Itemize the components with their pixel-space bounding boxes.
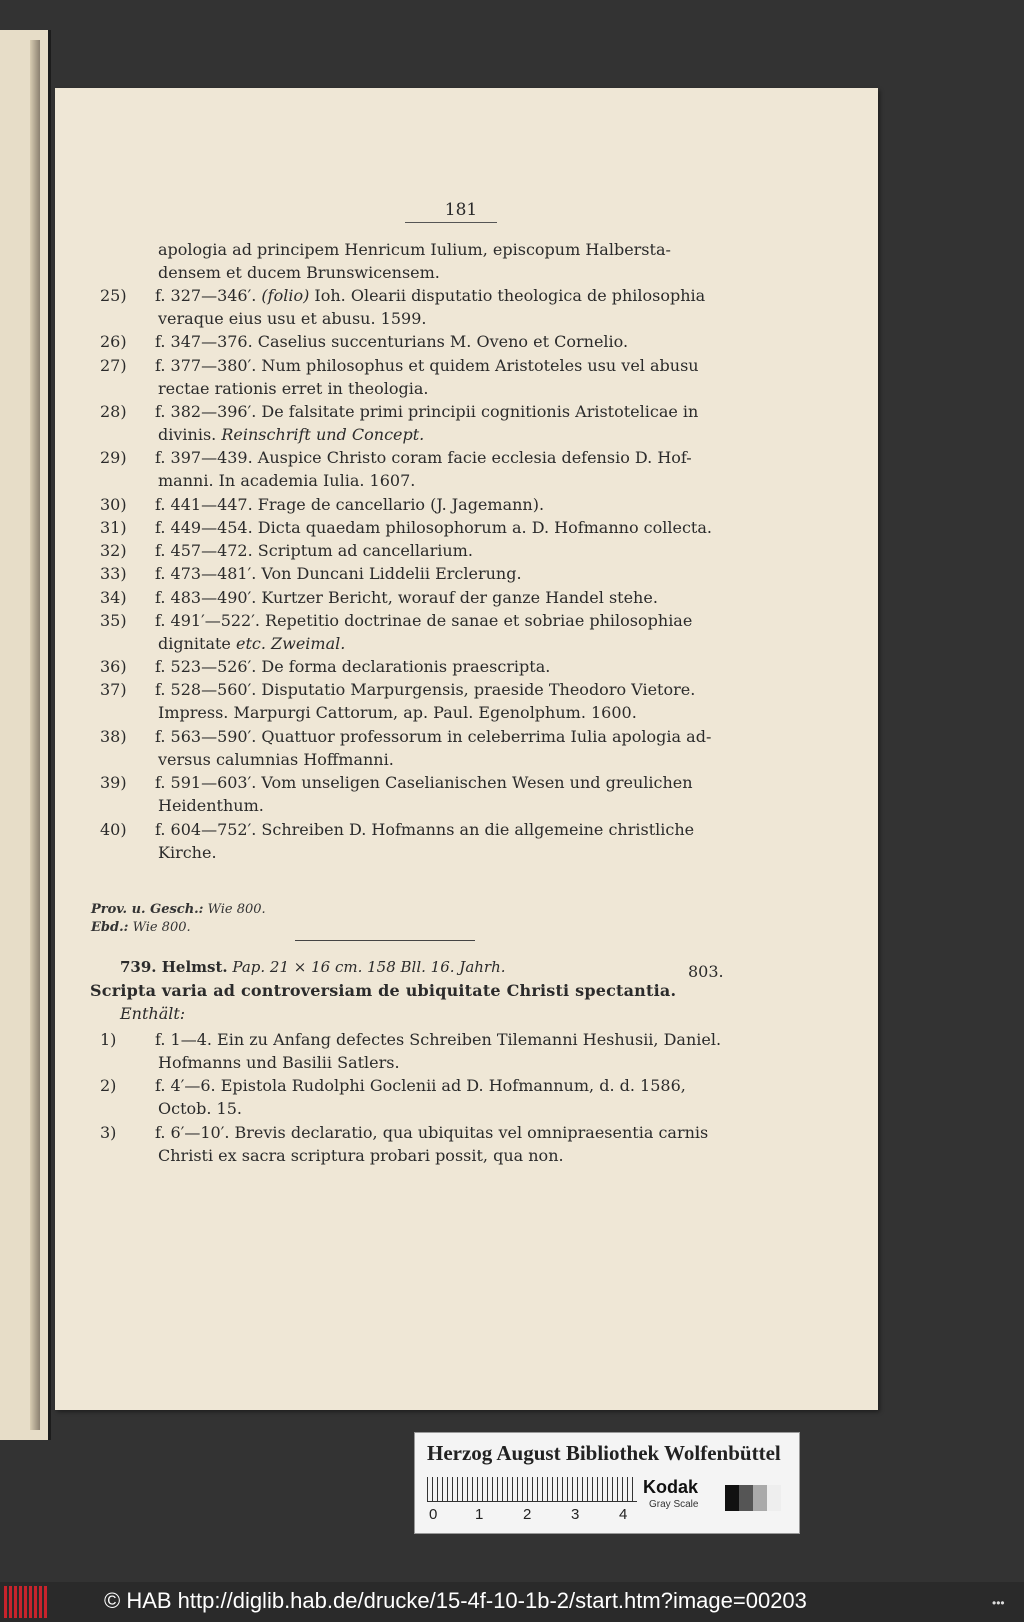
- catalog-continuation-text: rectae rationis erret in theologia.: [158, 378, 429, 398]
- contents-entry: [100, 1074, 750, 1120]
- gray-scale-label: Gray Scale: [649, 1499, 699, 1510]
- catalog-number: 25): [100, 286, 127, 305]
- contents-text: f. 6′—10′. Brevis declaratio, qua ubiquitas vel omnipraesentia carnis: [155, 1122, 709, 1142]
- catalog-text: f. 483—490′. Kurtzer Bericht, worauf der ganze Handel stehe.: [155, 587, 658, 607]
- contents-text: f. 1—4. Ein zu Anfang defectes Schreiben Tilemanni Heshusii, Daniel.: [155, 1030, 722, 1049]
- section-divider: [295, 940, 475, 941]
- catalog-line: [100, 539, 750, 562]
- contents-line: [100, 1074, 750, 1097]
- contents-continuation: [100, 1144, 750, 1167]
- ruler-number: 0: [429, 1506, 438, 1523]
- shelfmark: 803.: [688, 962, 724, 981]
- swatch: [739, 1485, 753, 1511]
- catalog-continuation: [100, 748, 750, 771]
- book-gutter: [30, 40, 40, 1430]
- catalog-text: f. 523—526′. De forma declarationis praescripta.: [155, 657, 551, 677]
- catalog-continuation: [100, 377, 750, 400]
- provenance-line: [91, 902, 266, 917]
- catalog-text: f. 457—472. Scriptum ad cancellarium.: [155, 541, 473, 561]
- left-page-edge: [0, 30, 51, 1440]
- catalog-number: 39): [100, 773, 127, 793]
- contents-number: 1): [100, 1030, 117, 1049]
- catalog-text: f. 382—396′. De falsitate primi principii cognitionis Aristotelicae in: [155, 402, 699, 421]
- ruler-number: 2: [523, 1506, 532, 1523]
- catalog-line: [100, 354, 750, 377]
- catalog-number: 40): [100, 819, 127, 839]
- footer-url[interactable]: © HAB http://diglib.hab.de/drucke/15-4f-10-1b-2/start.htm?image=00203: [104, 1588, 807, 1613]
- more-icon[interactable]: •••: [992, 1596, 1005, 1610]
- catalog-text: f. 347—376. Caselius succenturians M. Oveno et Cornelio.: [155, 332, 629, 352]
- catalog-text: f. 441—447. Frage de cancellario (J. Jagemann).: [155, 494, 545, 514]
- catalog-entry: [100, 725, 750, 771]
- contents-continuation-text: Christi ex sacra scriptura probari possit, qua non.: [158, 1145, 564, 1165]
- catalog-line: [100, 771, 750, 794]
- catalog-number: 26): [100, 332, 127, 352]
- catalog-entry: [100, 678, 750, 724]
- catalog-text: f. 591—603′. Vom unseligen Caselianischen Wesen und greulichen: [155, 773, 693, 793]
- provenance-value: Wie 800.: [207, 902, 266, 917]
- contents-label: Enthält:: [120, 1004, 186, 1023]
- catalog-text: f. 473—481′. Von Duncani Liddelii Erclerung.: [155, 564, 522, 584]
- catalog-number: 30): [100, 494, 127, 514]
- binding-value: Wie 800.: [132, 920, 191, 935]
- provenance-label: Prov. u. Gesch.:: [91, 902, 204, 917]
- library-name: Herzog August Bibliothek Wolfenbüttel: [427, 1441, 781, 1465]
- catalog-continuation-note: etc. Zweimal.: [235, 633, 346, 653]
- contents-continuation: [100, 1097, 750, 1120]
- contents-line: [100, 1028, 750, 1051]
- catalog-continuation: [100, 632, 750, 655]
- catalog-entry: [100, 562, 750, 585]
- catalog-number: 38): [100, 726, 127, 746]
- contents-entry: [100, 1028, 750, 1074]
- catalog-continuation: [100, 794, 750, 817]
- gray-swatches: [725, 1485, 781, 1511]
- catalog-entry: [100, 400, 750, 446]
- library-color-card: [414, 1432, 800, 1534]
- catalog-line: [100, 516, 750, 539]
- catalog-number: 32): [100, 541, 127, 561]
- catalog-entry: [100, 493, 750, 516]
- catalog-number: 28): [100, 402, 127, 421]
- catalog-entry: [100, 655, 750, 678]
- catalog-number: 27): [100, 355, 127, 375]
- catalog-entry: [100, 330, 750, 353]
- catalog-number: 29): [100, 448, 127, 468]
- catalog-line: [100, 586, 750, 609]
- manuscript-description: Pap. 21 × 16 cm. 158 Bll. 16. Jahrh.: [232, 958, 506, 976]
- catalog-entry: [100, 516, 750, 539]
- catalog-entry: [100, 446, 750, 492]
- catalog-continuation-text: Impress. Marpurgi Cattorum, ap. Paul. Egenolphum. 1600.: [158, 703, 637, 723]
- catalog-text: f. 327—346′.: [155, 286, 257, 305]
- catalog-entry: [100, 771, 750, 817]
- catalog-continuation-text: manni. In academia Iulia. 1607.: [158, 471, 416, 491]
- catalog-entry: [100, 818, 750, 864]
- contents-text: f. 4′—6. Epistola Rudolphi Goclenii ad D. Hofmannum, d. d. 1586,: [155, 1076, 686, 1096]
- scale-ruler: [427, 1477, 637, 1502]
- footer-bar: [0, 1582, 1024, 1622]
- catalog-text: f. 449—454. Dicta quaedam philosophorum a. D. Hofmanno collecta.: [155, 518, 712, 537]
- contents-continuation: [100, 1051, 750, 1074]
- ruler-number: 3: [571, 1506, 580, 1523]
- contents-line: [100, 1121, 750, 1144]
- catalog-line: [100, 818, 750, 841]
- contents-continuation-text: Octob. 15.: [158, 1099, 242, 1119]
- catalog-text-rest: Ioh. Olearii disputatio theologica de philosophia: [314, 286, 706, 305]
- swatch: [767, 1485, 781, 1511]
- catalog-entry: [100, 586, 750, 609]
- intro-line: apologia ad principem Henricum Iulium, episcopum Halbersta-: [158, 240, 671, 259]
- catalog-line: [100, 678, 750, 701]
- swatch: [725, 1485, 739, 1511]
- catalog-text: f. 491′—522′. Repetitio doctrinae de sanae et sobriae philosophiae: [155, 610, 693, 630]
- catalog-entry: [100, 284, 750, 330]
- catalog-line: [100, 400, 750, 423]
- catalog-continuation: [100, 307, 750, 330]
- binding-line: [91, 920, 191, 935]
- binding-label: Ebd.:: [91, 920, 129, 935]
- catalog-number: 35): [100, 610, 127, 630]
- page-number-rule: [405, 222, 497, 223]
- catalog-continuation: [100, 701, 750, 724]
- catalog-continuation-text: versus calumnias Hoffmanni.: [158, 749, 394, 769]
- catalog-number: 31): [100, 518, 127, 537]
- catalog-line: [100, 330, 750, 353]
- intro-line: densem et ducem Brunswicensem.: [158, 263, 440, 282]
- contents-continuation-text: Hofmanns und Basilii Satlers.: [158, 1053, 400, 1072]
- kodak-brand: Kodak: [643, 1477, 699, 1497]
- manuscript-number: 739. Helmst.: [120, 958, 228, 976]
- catalog-entry: [100, 539, 750, 562]
- catalog-continuation: [100, 423, 750, 446]
- hab-logo-icon: [4, 1586, 48, 1618]
- contents-number: 2): [100, 1076, 117, 1096]
- catalog-line: [100, 562, 750, 585]
- catalog-number: 33): [100, 564, 127, 584]
- catalog-text: f. 604—752′. Schreiben D. Hofmanns an die allgemeine christliche: [155, 819, 695, 839]
- catalog-continuation-text: divinis.: [158, 425, 217, 444]
- catalog-entry: [100, 354, 750, 400]
- catalog-line: [100, 446, 750, 469]
- catalog-continuation-text: Heidenthum.: [158, 796, 264, 816]
- catalog-number: 37): [100, 680, 127, 700]
- page-number: 181: [444, 200, 478, 220]
- catalog-continuation-text: veraque eius usu et abusu. 1599.: [158, 309, 427, 328]
- manuscript-title: Scripta varia ad controversiam de ubiquitate Christi spectantia.: [90, 981, 677, 1000]
- contents-entry: [100, 1121, 750, 1167]
- intro-text: [100, 238, 750, 284]
- catalog-line: [100, 609, 750, 632]
- catalog-text: f. 397—439. Auspice Christo coram facie ecclesia defensio D. Hof-: [155, 448, 692, 468]
- catalog-continuation-text: Kirche.: [158, 842, 217, 862]
- catalog-continuation: [100, 469, 750, 492]
- catalog-continuation: [100, 841, 750, 864]
- catalog-number: 34): [100, 587, 127, 607]
- catalog-line: [100, 493, 750, 516]
- catalog-line: [100, 655, 750, 678]
- book-page: [55, 88, 878, 1410]
- catalog-line: [100, 284, 750, 307]
- catalog-line: [100, 725, 750, 748]
- catalog-format: (folio): [261, 286, 310, 305]
- contents-number: 3): [100, 1122, 117, 1142]
- catalog-text: f. 528—560′. Disputatio Marpurgensis, praeside Theodoro Vietore.: [155, 680, 696, 700]
- catalog-entry: [100, 609, 750, 655]
- catalog-text: f. 377—380′. Num philosophus et quidem Aristoteles usu vel abusu: [155, 355, 699, 375]
- manuscript-header: [120, 958, 506, 976]
- catalog-number: 36): [100, 657, 127, 677]
- catalog-continuation-note: Reinschrift und Concept.: [221, 425, 425, 444]
- ruler-number: 1: [475, 1506, 484, 1523]
- catalog-continuation-text: dignitate: [158, 633, 231, 653]
- ruler-number: 4: [619, 1506, 628, 1523]
- catalog-text: f. 563—590′. Quattuor professorum in celeberrima Iulia apologia ad-: [155, 726, 712, 746]
- swatch: [753, 1485, 767, 1511]
